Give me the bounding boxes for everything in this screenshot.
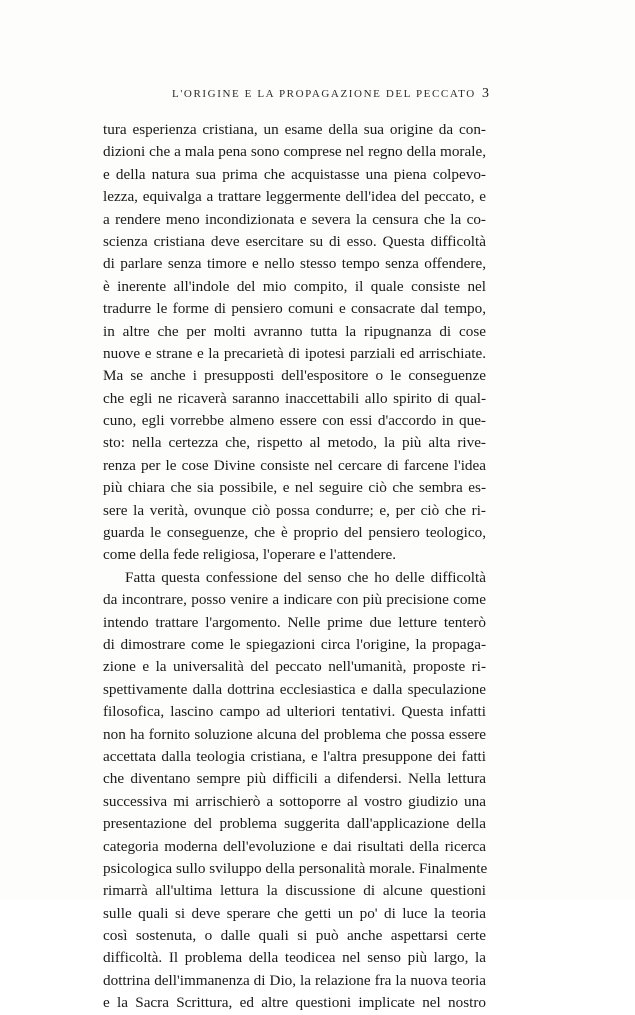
text-line: intendo trattare l'argomento. Nelle prime due letture tenterò (103, 613, 486, 631)
text-line: di dimostrare come le spiegazioni circa l'origine, la propaga- (103, 635, 486, 653)
text-line: sto: nella certezza che, rispetto al metodo, la più alta rive- (103, 434, 486, 452)
paragraph-1 (103, 119, 486, 567)
text-line: cuno, egli vorrebbe almeno essere con essi d'accordo in que- (103, 412, 486, 430)
text-line: zione e la universalità del peccato nell'umanità, proposte ri- (103, 658, 486, 676)
text-line: come della fede religiosa, l'operare e l'attendere. (103, 546, 397, 564)
text-line: scienza cristiana deve esercitare su di esso. Questa difficoltà (103, 232, 486, 250)
text-line: lezza, equivalga a trattare leggermente dell'idea del peccato, e (103, 188, 486, 206)
text-line: Fatta questa confessione del senso che ho delle difficoltà (125, 568, 486, 586)
text-line: rimarrà all'ultima lettura la discussione di alcune questioni (103, 882, 486, 900)
text-line: psicologica sullo sviluppo della personalità morale. Finalmente (103, 859, 488, 877)
text-line: da incontrare, posso venire a indicare con più precisione come (103, 591, 486, 609)
body-text (103, 119, 486, 1015)
text-line: che egli ne ricaverà saranno inaccettabili allo spirito di qual- (103, 389, 486, 407)
text-line: difficoltà. Il problema della teodicea nel senso più largo, la (103, 949, 486, 967)
running-head-title: L'ORIGINE E LA PROPAGAZIONE DEL PECCATO (172, 88, 476, 100)
text-line: categoria moderna dell'evoluzione e dai risultati della ricerca (103, 837, 486, 855)
text-line: Ma se anche i presupposti dell'espositore o le conseguenze (103, 367, 486, 385)
text-line: sulle quali si deve sperare che getti un po' di luce la teoria (103, 904, 486, 922)
text-line: accettata dalla teologia cristiana, e l'altra presuppone dei fatti (103, 747, 486, 765)
text-line: così sostenuta, o dalle quali si può anche aspettarsi certe (103, 927, 486, 945)
text-line: filosofica, lascino campo ad ulteriori tentativi. Questa infatti (103, 703, 486, 721)
text-line: guarda le conseguenze, che è proprio del pensiero teologico, (103, 524, 486, 542)
text-line: dottrina dell'immanenza di Dio, la relazione fra la nuova teoria (103, 971, 486, 989)
text-line: più chiara che sia possibile, e nel seguire ciò che sembra es- (103, 479, 486, 497)
text-line: renza per le cose Divine consiste nel cercare di farcene l'idea (103, 456, 486, 474)
text-line: a rendere meno incondizionata e severa la censura che la co- (103, 210, 486, 228)
paragraph-2 (103, 567, 486, 1015)
text-line: è inerente all'indole del mio compito, il quale consiste nel (103, 277, 486, 295)
text-line: tura esperienza cristiana, un esame della sua origine da con- (103, 121, 486, 138)
text-line: in altre che per molti avranno tutta la ripugnanza di cose (103, 322, 486, 340)
text-line: e della natura sua prima che acquistasse una piena colpevo- (103, 165, 486, 183)
text-line: sere la verità, ovunque ciò possa condurre; e, per ciò che ri- (103, 501, 486, 519)
text-line: e la Sacra Scrittura, ed altre questioni implicate nel nostro (103, 994, 486, 1012)
text-line: presentazione del problema suggerita dall'applicazione della (103, 815, 486, 833)
text-line: nuove e strane e la precarietà di ipotesi parziali ed arrischiate. (103, 344, 486, 362)
text-line: successiva mi arrischierò a sottoporre al vostro giudizio una (103, 792, 486, 810)
text-line: di parlare senza timore e nello stesso tempo senza offendere, (103, 255, 486, 273)
text-line: spettivamente dalla dottrina ecclesiastica e dalla speculazione (103, 680, 486, 698)
page-number: 3 (482, 86, 489, 101)
text-line: che diventano sempre più difficili a difendersi. Nella lettura (103, 770, 486, 788)
text-line: non ha fornito soluzione alcuna del problema che possa essere (103, 725, 486, 743)
text-line: tradurre le forme di pensiero comuni e consacrate dal tempo, (103, 300, 486, 318)
text-line: dizioni che a mala pena sono comprese nel regno della morale, (103, 143, 486, 161)
